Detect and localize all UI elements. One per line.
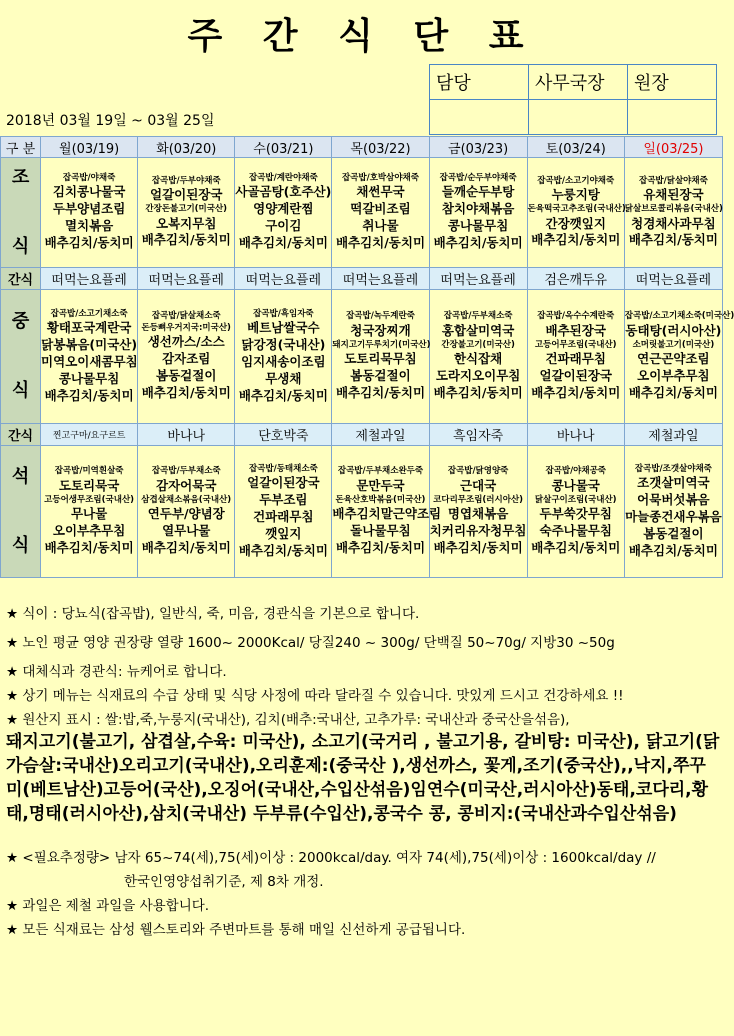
menu-item: 코다리무조림(러시아산)	[433, 494, 524, 505]
dinner-label: 석 식	[1, 446, 41, 578]
meal-cell	[332, 158, 429, 268]
menu-item: 잡곡밥/닭영양죽	[447, 466, 509, 477]
lunch-row	[1, 290, 723, 424]
approval-label-director: 원장	[628, 65, 717, 100]
menu-item: 청국장찌개	[350, 322, 411, 338]
snack2-label: 간식	[1, 424, 41, 446]
menu-table	[0, 136, 734, 578]
menu-item: 잡곡밥/닭살채소죽	[151, 311, 221, 322]
menu-item: 감자조림	[162, 351, 211, 367]
snack-cell: 떠먹는요플레	[429, 268, 527, 290]
menu-item: 잡곡밥/녹두계란죽	[346, 311, 415, 322]
menu-item: 도토리묵무침	[344, 351, 417, 367]
snack-cell: 바나나	[138, 424, 235, 446]
menu-item: 배추김치/동치미	[628, 542, 718, 558]
menu-item: 무나물	[70, 506, 108, 522]
menu-item: 두부조림	[259, 491, 308, 507]
menu-item: 생선까스/소스	[147, 334, 225, 350]
menu-item: 봄동겉절이	[156, 367, 217, 383]
menu-item: 잡곡밥/두부야채죽	[151, 175, 221, 186]
note-fruit: ★ 과일은 제철 과일을 사용합니다.	[6, 898, 210, 914]
menu-item: 잡곡밥/두부채소죽	[151, 466, 221, 477]
menu-item: 누룽지탕	[551, 187, 600, 203]
menu-item: 무생채	[265, 370, 302, 386]
menu-item: 취나물	[362, 218, 399, 234]
menu-item: 오이부추무침	[637, 367, 710, 383]
menu-item: 잡곡밥/두부채소죽	[443, 311, 513, 322]
menu-item: 홍합살미역국	[441, 322, 515, 338]
menu-item: 문만두국	[356, 477, 405, 493]
menu-item: 명엽채볶음	[447, 506, 509, 522]
menu-item: 멸치볶음	[64, 218, 114, 234]
day-header: 수(03/21)	[235, 137, 332, 158]
note-requirement-source: 한국인영양섭취기준, 제 8차 개정.	[124, 874, 324, 890]
menu-item: 돈육떡국고추조림(국내산)	[527, 204, 626, 215]
menu-item: 닭살구이조림(국내산)	[534, 494, 617, 505]
menu-item: 얼갈이된장국	[539, 367, 612, 383]
menu-item: 도라지오이무침	[435, 367, 521, 383]
menu-item: 두부양념조림	[52, 201, 126, 217]
menu-item: 사골곰탕(호주산)	[235, 184, 332, 200]
menu-item: 잡곡밥/흑임자죽	[253, 308, 314, 319]
meal-cell	[41, 158, 138, 268]
menu-item: 배추김치/동치미	[44, 235, 134, 251]
snack-cell: 떠먹는요플레	[332, 268, 429, 290]
menu-item: 채썬무국	[356, 184, 405, 200]
menu-item: 배추김치/동치미	[335, 384, 426, 400]
day-header: 월(03/19)	[41, 137, 138, 158]
menu-item: 소머릿불고기(미국산)	[632, 339, 715, 350]
menu-item: 잡곡밥/소고기채소죽(미국산)	[624, 311, 734, 322]
meal-cell	[624, 158, 722, 268]
menu-item: 고등어생무조림(국내산)	[44, 494, 135, 505]
menu-item: 얼갈이된장국	[247, 475, 320, 491]
date-range: 2018년 03월 19일 ~ 03월 25일	[6, 113, 215, 129]
menu-item: 잡곡밥/옥수수계란죽	[537, 311, 615, 322]
menu-item: 조갯살미역국	[637, 475, 710, 491]
menu-item: 배추김치/동치미	[628, 232, 718, 248]
note-substitute: ★ 대체식과 경관식: 뉴케어로 합니다.	[6, 664, 227, 680]
menu-item: 건파래무침	[545, 351, 606, 367]
menu-item: 간장돈불고기(미국산)	[145, 204, 228, 215]
approval-sign-director	[628, 100, 717, 135]
menu-item: 배추김치/동치미	[238, 235, 328, 251]
menu-item: 봄동겉절이	[643, 525, 704, 541]
menu-item: 도토리묵국	[58, 477, 120, 493]
meal-cell	[235, 290, 332, 424]
menu-item: 배추김치/동치미	[44, 539, 134, 555]
section-header: 구 분	[1, 137, 41, 158]
menu-item: 배추김치/동치미	[141, 384, 231, 400]
menu-item: 한식잡채	[453, 351, 503, 367]
approval-label-staff: 담당	[430, 65, 529, 100]
snack1-label: 간식	[1, 268, 41, 290]
menu-item: 잡곡밥/닭살야채죽	[639, 175, 708, 186]
menu-item: 배추김치/동치미	[335, 539, 426, 555]
menu-item: 임지새송이조림	[241, 353, 326, 369]
menu-item: 배추김치/동치미	[238, 387, 328, 403]
menu-item: 삼겹살채소볶음(국내산)	[141, 494, 232, 505]
snack-cell: 제철과일	[624, 424, 722, 446]
meal-cell	[138, 158, 235, 268]
menu-item: 고등어무조림(국내산)	[534, 339, 617, 350]
menu-item: 감자어묵국	[156, 477, 217, 493]
menu-item: 닭봉볶음(미국산)	[41, 336, 138, 352]
meal-cell	[429, 158, 527, 268]
meal-cell	[624, 446, 722, 578]
meal-cell	[624, 290, 734, 424]
menu-item: 배추김치말근약조림	[332, 506, 442, 522]
menu-item: 얼갈이된장국	[150, 187, 223, 203]
menu-item: 잡곡밥/미역흰살죽	[54, 466, 124, 477]
menu-item: 배추김치/동치미	[44, 387, 134, 403]
menu-item: 청경채사과무침	[631, 215, 716, 231]
menu-item: 치커리유자청무침	[429, 522, 527, 538]
approval-sign-manager	[529, 100, 628, 135]
menu-item: 잡곡밥/소고기야채죽	[537, 175, 615, 186]
menu-item: 돈등뼈우거지국:미국산)	[141, 322, 231, 333]
day-header: 토(03/24)	[527, 137, 624, 158]
meal-cell	[235, 446, 332, 578]
menu-item: 봄동겉절이	[350, 367, 411, 383]
menu-item: 건파래무침	[253, 508, 314, 524]
menu-item: 오복지무침	[156, 215, 217, 231]
menu-item: 배추김치/동치미	[433, 235, 523, 251]
page-title: 주 간 식 단 표	[187, 16, 538, 57]
menu-item: 열무나물	[162, 522, 211, 538]
menu-item: 배추김치/동치미	[433, 539, 523, 555]
menu-item: 근대국	[459, 477, 497, 493]
menu-item: 잡곡밥/호박삼야채죽	[341, 173, 419, 184]
menu-item: 김치콩나물국	[52, 184, 126, 200]
menu-item: 잡곡밥/소고기채소죽	[50, 308, 128, 319]
meal-cell	[41, 446, 138, 578]
breakfast-label: 조 식	[1, 158, 41, 268]
note-origin-detail: 돼지고기(불고기, 삼겹살,수육: 미국산), 소고기(국거리 , 불고기용, 갈비탕: 미국산), 닭고기(닭가슴살:국내산)오리고기(국내산),오리훈제:(중국산 ),생선까스, 꽃게,조기(중국산),,낙지,쭈꾸미(베트남산)고등어(국산),오징어(국내산,수입산섞음)임연수(미국산,러시아산)동태,코다리,황태,명태(러시아산),삼치(국내산) 두부류(수입산),콩국수 콩, 콩비지:(국내산과수입산섞음)	[6, 732, 720, 824]
note-supplier: ★ 모든 식재료는 삼성 웰스토리와 주변마트를 통해 매일 신선하게 공급됩니다.	[6, 922, 466, 938]
menu-item: 배추된장국	[545, 322, 606, 338]
approval-sign-staff	[430, 100, 529, 135]
note-nutrition: ★ 노인 평균 영양 권장량 열량 1600~ 2000Kcal/ 당질240 ~ 300g/ 단백질 50~70g/ 지방30 ~50g	[6, 635, 615, 651]
menu-item: 배추김치/동치미	[531, 232, 621, 248]
note-origin: ★ 원산지 표시 : 쌀:밥,죽,누룽지(국내산), 김치(배추:국내산, 고추가루: 국내산과 중국산을섞음),	[6, 712, 570, 728]
meal-cell	[41, 290, 138, 424]
menu-item: 영양계란찜	[253, 201, 314, 217]
day-header: 목(03/22)	[332, 137, 429, 158]
approval-label-manager: 사무국장	[529, 65, 628, 100]
menu-item: 두부쑥갓무침	[539, 506, 612, 522]
notes-section	[6, 602, 721, 947]
menu-item: 떡갈비조림	[350, 201, 411, 217]
meal-cell	[429, 446, 527, 578]
approval-box	[429, 64, 717, 135]
day-header-sunday: 일(03/25)	[624, 137, 722, 158]
menu-item: 어묵버섯볶음	[637, 491, 710, 507]
menu-item: 들깨순두부탕	[441, 184, 515, 200]
meal-cell	[332, 290, 429, 424]
note-requirement: ★ <필요추정량> 남자 65~74(세),75(세)이상 : 2000kcal/day. 여자 74(세),75(세)이상 : 1600kcal/day //	[6, 850, 656, 866]
meal-cell	[138, 446, 235, 578]
menu-item: 배추김치/동치미	[238, 542, 328, 558]
menu-item: 잡곡밥/계란야채죽	[248, 173, 318, 184]
menu-item: 마늘종건새우볶음	[625, 508, 722, 524]
menu-item: 배추김치/동치미	[531, 539, 621, 555]
menu-item: 연근곤약조림	[637, 351, 710, 367]
menu-item: 배추김치/동치미	[335, 235, 426, 251]
menu-item: 간장불고기(미국산)	[441, 339, 515, 350]
snack-cell: 떠먹는요플레	[41, 268, 138, 290]
snack2-row	[1, 424, 723, 446]
meal-cell	[332, 446, 442, 578]
menu-item: 돼지고기두루치기(미국산)	[332, 339, 431, 350]
snack-cell: 찐고구마/요구르트	[41, 424, 138, 446]
note-menu-change: ★ 상기 메뉴는 식재료의 수급 상태 및 식당 사정에 따라 달라질 수 있습니다. 맛있게 드시고 건강하세요 !!	[6, 688, 624, 704]
menu-item: 오이부추무침	[52, 522, 126, 538]
meal-cell	[235, 158, 332, 268]
meal-cell	[527, 158, 624, 268]
menu-item: 잡곡밥/두부채소완두죽	[337, 466, 424, 477]
meal-cell	[527, 446, 624, 578]
menu-item: 구이김	[265, 218, 302, 234]
snack1-row	[1, 268, 723, 290]
day-header: 금(03/23)	[429, 137, 527, 158]
menu-item: 콩나물무침	[447, 218, 509, 234]
lunch-label: 중 식	[1, 290, 41, 424]
menu-item: 연두부/양념장	[147, 506, 225, 522]
menu-item: 베트남쌀국수	[247, 320, 320, 336]
snack-cell: 바나나	[527, 424, 624, 446]
snack-cell: 떠먹는요플레	[624, 268, 722, 290]
menu-item: 콩나물무침	[58, 370, 120, 386]
meal-cell	[138, 290, 235, 424]
menu-item: 참치야채볶음	[441, 201, 515, 217]
menu-item: 잡곡밥/조갯살야채죽	[634, 463, 712, 474]
menu-item: 잡곡밥/순두부야채죽	[439, 173, 517, 184]
note-diet: ★ 식이 : 당뇨식(잡곡밥), 일반식, 죽, 미음, 경관식을 기본으로 합니다.	[6, 606, 420, 622]
menu-item: 숙주나물무침	[539, 522, 612, 538]
menu-item: 유채된장국	[643, 187, 704, 203]
menu-item: 간장깻잎지	[545, 215, 606, 231]
day-header: 화(03/20)	[138, 137, 235, 158]
snack-cell: 검은깨두유	[527, 268, 624, 290]
meal-cell	[527, 290, 624, 424]
menu-item: 배추김치/동치미	[628, 384, 718, 400]
menu-item: 배추김치/동치미	[531, 384, 621, 400]
menu-item: 돌나물무침	[350, 522, 411, 538]
menu-item: 배추김치/동치미	[141, 232, 231, 248]
menu-item: 깻잎지	[265, 525, 302, 541]
menu-item: 잡곡밥/야채공죽	[545, 466, 607, 477]
snack-cell: 흑임자죽	[429, 424, 527, 446]
menu-item: 잡곡밥/동태채소죽	[248, 463, 318, 474]
snack-cell: 제철과일	[332, 424, 429, 446]
header-row	[1, 137, 723, 158]
meal-cell	[429, 290, 527, 424]
snack-cell: 떠먹는요플레	[138, 268, 235, 290]
menu-item: 돈육산호박볶음(미국산)	[335, 494, 426, 505]
menu-item: 콩나물국	[551, 477, 600, 493]
menu-item: 잡곡밥/야채죽	[62, 173, 116, 184]
snack-cell: 떠먹는요플레	[235, 268, 332, 290]
menu-item: 미역오이새콤무침	[41, 353, 138, 369]
breakfast-row	[1, 158, 723, 268]
menu-item: 동태탕(러시아산)	[625, 322, 722, 338]
dinner-row	[1, 446, 723, 578]
snack-cell: 단호박죽	[235, 424, 332, 446]
menu-item: 닭강정(국내산)	[241, 336, 326, 352]
menu-item: 닭살브로콜리볶음(국내산)	[624, 204, 723, 215]
menu-item: 배추김치/동치미	[141, 539, 231, 555]
menu-item: 황태포국계란국	[46, 320, 132, 336]
menu-item: 배추김치/동치미	[433, 384, 523, 400]
